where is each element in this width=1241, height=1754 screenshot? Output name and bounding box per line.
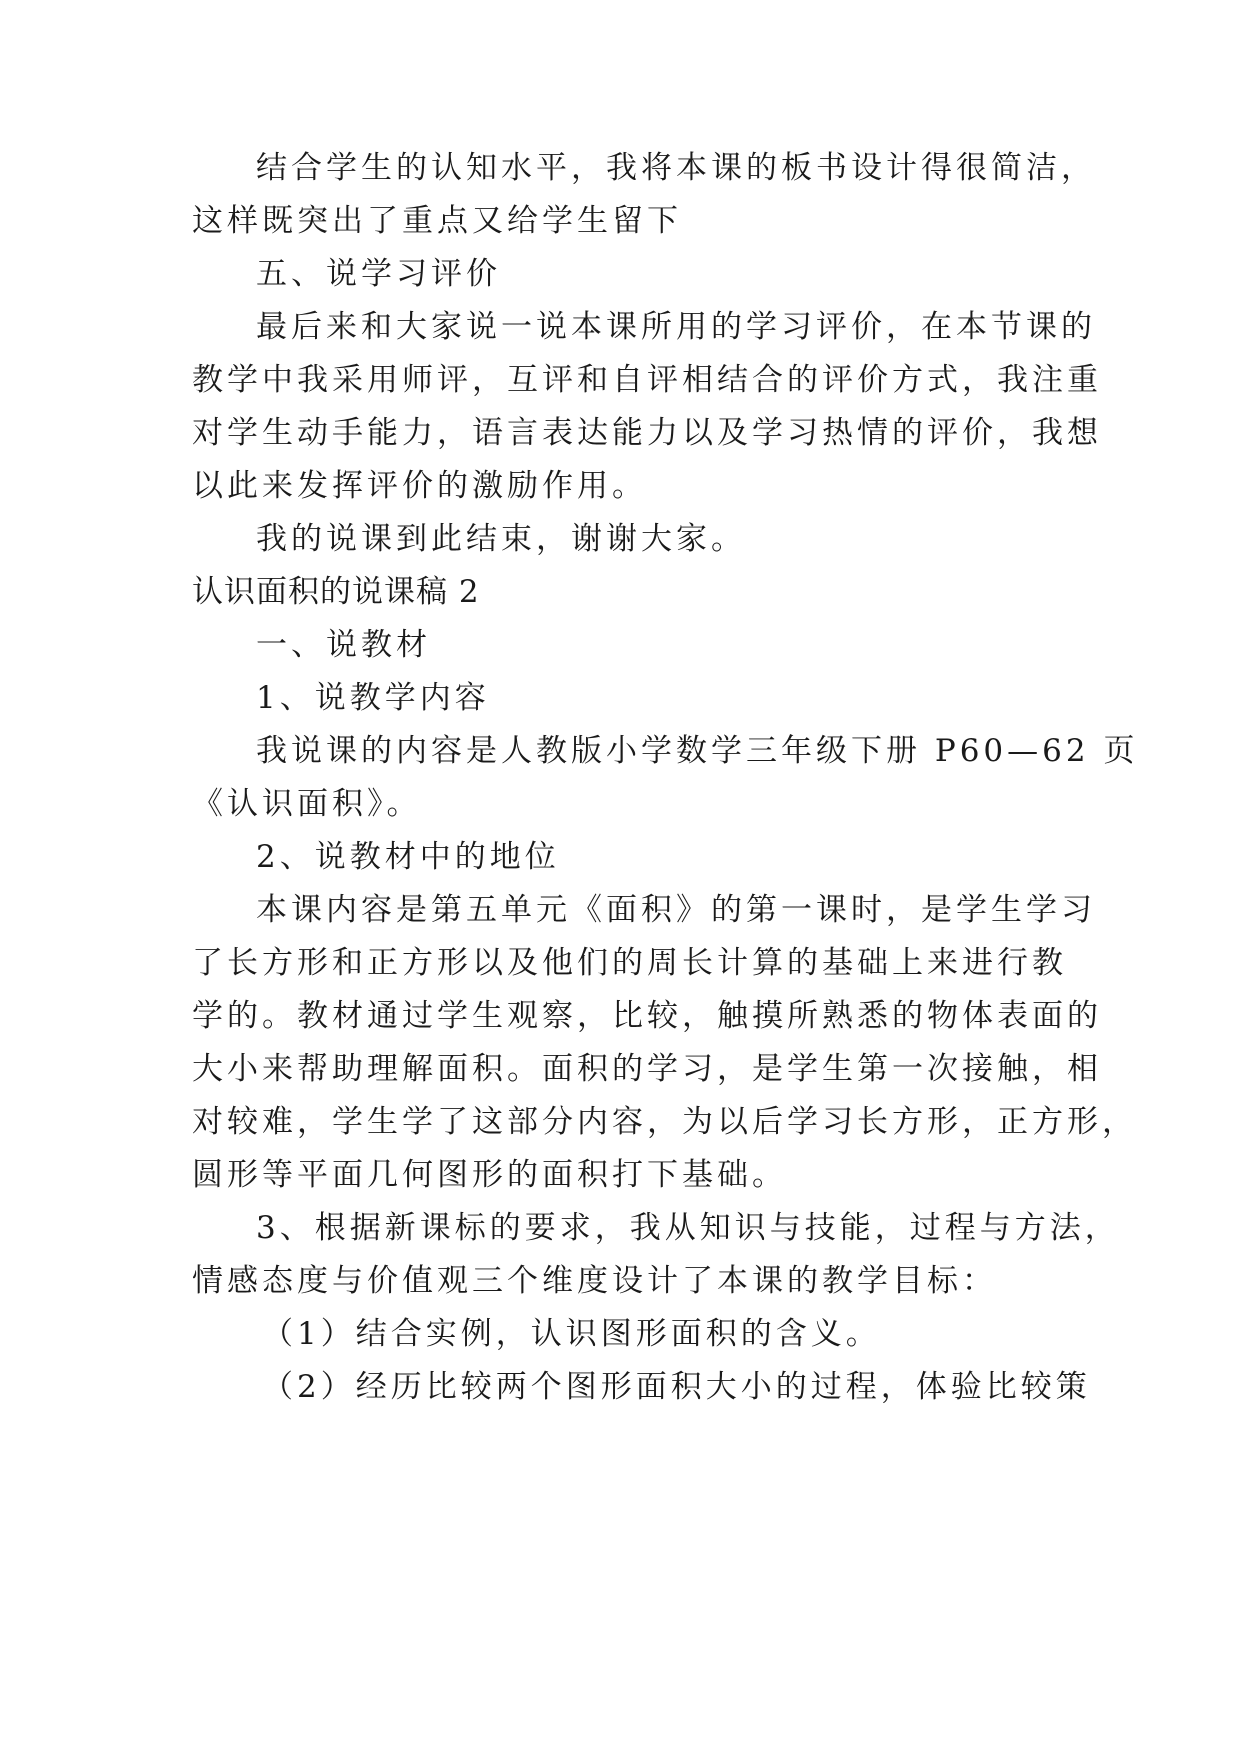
section-heading: 一、说教材	[256, 627, 431, 663]
paragraph-line: 了长方形和正方形以及他们的周长计算的基础上来进行教	[192, 945, 1067, 981]
paragraph-line: 这样既突出了重点又给学生留下	[192, 203, 682, 239]
list-item: （1）结合实例，认识图形面积的含义。	[262, 1316, 881, 1352]
subsection-heading: 2、说教材中的地位	[256, 839, 560, 875]
paragraph-line: 我的说课到此结束，谢谢大家。	[256, 521, 746, 557]
paragraph-line: 3、根据新课标的要求，我从知识与技能，过程与方法，	[256, 1210, 1120, 1246]
paragraph-line: 《认识面积》。	[192, 786, 422, 822]
list-item: （2）经历比较两个图形面积大小的过程，体验比较策	[262, 1369, 1091, 1405]
paragraph-line: 对学生动手能力，语言表达能力以及学习热情的评价，我想	[192, 415, 1102, 451]
paragraph-line: 大小来帮助理解面积。面积的学习，是学生第一次接触，相	[192, 1051, 1102, 1087]
section-heading: 五、说学习评价	[256, 256, 501, 292]
document-title: 认识面积的说课稿 2	[192, 574, 480, 610]
paragraph-line: 本课内容是第五单元《面积》的第一课时，是学生学习	[256, 892, 1096, 928]
paragraph-line: 结合学生的认知水平，我将本课的板书设计得很简洁，	[256, 150, 1096, 186]
paragraph-line: 学的。教材通过学生观察，比较，触摸所熟悉的物体表面的	[192, 998, 1102, 1034]
paragraph-line: 最后来和大家说一说本课所用的学习评价，在本节课的	[256, 309, 1096, 345]
paragraph-line: 我说课的内容是人教版小学数学三年级下册 P60—62 页	[256, 733, 1139, 769]
paragraph-line: 情感态度与价值观三个维度设计了本课的教学目标：	[192, 1263, 997, 1299]
subsection-heading: 1、说教学内容	[256, 680, 490, 716]
paragraph-line: 圆形等平面几何图形的面积打下基础。	[192, 1157, 787, 1193]
paragraph-line: 以此来发挥评价的激励作用。	[192, 468, 647, 504]
paragraph-line: 对较难，学生学了这部分内容，为以后学习长方形，正方形，	[192, 1104, 1137, 1140]
paragraph-line: 教学中我采用师评，互评和自评相结合的评价方式，我注重	[192, 362, 1102, 398]
